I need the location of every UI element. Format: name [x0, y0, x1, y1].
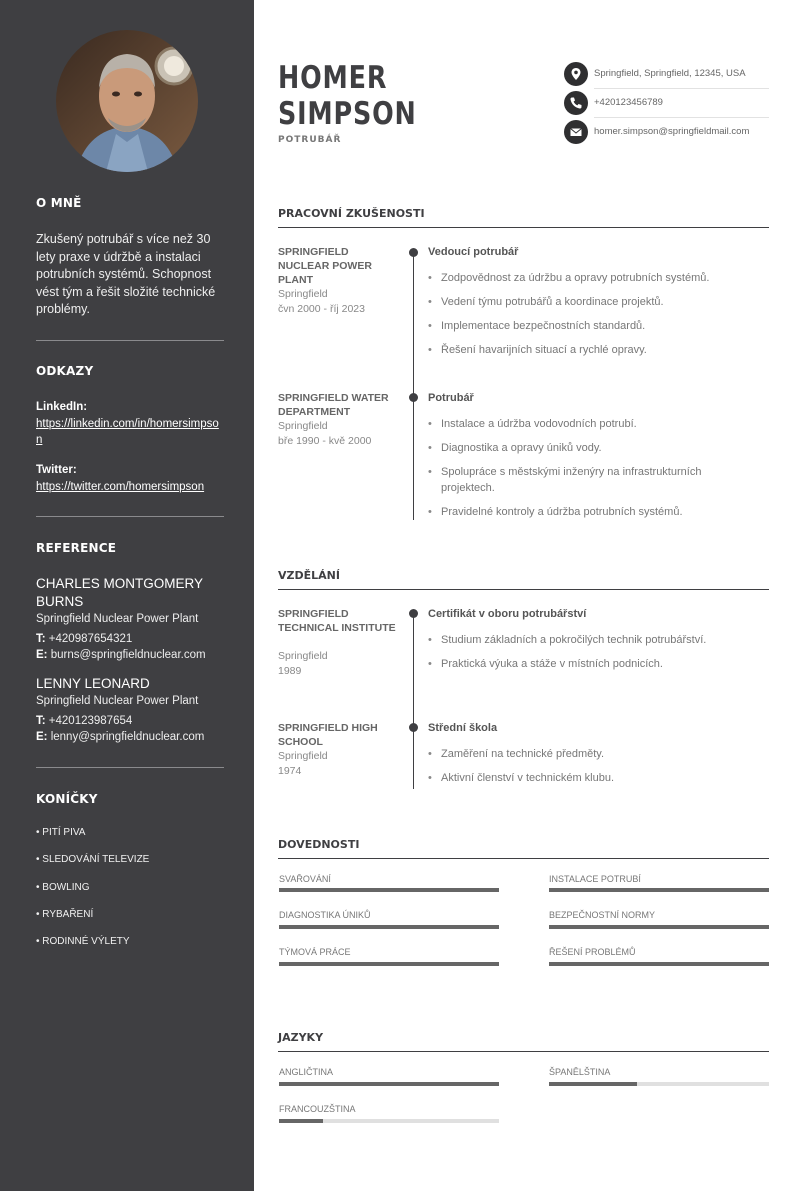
school-location: Springfield: [278, 650, 328, 662]
school-name: SPRINGFIELD TECHNICAL INSTITUTE: [278, 608, 396, 634]
timeline-dot: [409, 248, 418, 257]
school-name: SPRINGFIELD HIGH SCHOOL: [278, 722, 378, 748]
experience-heading: PRACOVNÍ ZKUŠENOSTI: [278, 207, 425, 220]
envelope-icon: [564, 120, 588, 144]
linkedin-link[interactable]: https://linkedin.com/in/homersimpson: [36, 418, 219, 446]
job-title: Vedoucí potrubář: [428, 246, 519, 258]
education-bullet: • Zaměření na technické předměty.: [428, 746, 748, 762]
reference-name: CHARLES MONTGOMERY BURNS: [36, 576, 203, 609]
skill-bar: [279, 888, 499, 892]
links-heading: ODKAZY: [36, 364, 94, 378]
email-value: lenny@springfieldnuclear.com: [50, 731, 205, 743]
last-name: SIMPSON: [278, 96, 417, 132]
degree-title: Střední škola: [428, 722, 498, 734]
employment-dates: bře 1990 - kvě 2000: [278, 435, 372, 447]
job-bullet: • Pravidelné kontroly a údržba potrubních systémů.: [428, 504, 748, 520]
language-label: ANGLIČTINA: [279, 1067, 334, 1077]
section-rule: [278, 1051, 769, 1052]
languages-heading: JAZYKY: [278, 1031, 324, 1044]
about-heading: O MNĚ: [36, 196, 82, 210]
email-text[interactable]: homer.simpson@springfieldmail.com: [594, 126, 750, 137]
employer-name: SPRINGFIELD NUCLEAR POWER PLANT: [278, 246, 372, 286]
education-bullet: • Aktivní členství v technickém klubu.: [428, 770, 748, 786]
job-bullet: • Instalace a údržba vodovodních potrubí.: [428, 416, 748, 432]
language-label: FRANCOUZŠTINA: [279, 1104, 356, 1114]
sidebar: [0, 0, 254, 1191]
skill-bar: [549, 962, 769, 966]
twitter-link[interactable]: https://twitter.com/homersimpson: [36, 481, 205, 493]
reference-name: LENNY LEONARD: [36, 676, 150, 691]
twitter-label: Twitter:: [36, 464, 77, 476]
job-bullet: • Řešení havarijních situací a rychlé opravy.: [428, 342, 748, 358]
timeline-dot: [409, 393, 418, 402]
location-pin-icon: [564, 62, 588, 86]
job-bullet: • Zodpovědnost za údržbu a opravy potrubních systémů.: [428, 270, 748, 286]
skill-bar-fill: [549, 962, 769, 966]
timeline-dot: [409, 609, 418, 618]
education-bullet: • Studium základních a pokročilých technik potrubářství.: [428, 632, 748, 648]
skill-bar: [549, 888, 769, 892]
phone-icon: [564, 91, 588, 115]
degree-title: Certifikát v oboru potrubářství: [428, 608, 587, 620]
job-role: POTRUBÁŘ: [278, 135, 342, 145]
reference-company: Springfield Nuclear Power Plant: [36, 695, 199, 707]
address-text: Springfield, Springfield, 12345, USA: [594, 68, 746, 79]
full-name: [278, 60, 442, 132]
language-bar: [279, 1119, 499, 1123]
language-label: ŠPANĚLŠTINA: [549, 1067, 611, 1077]
skill-label: INSTALACE POTRUBÍ: [549, 874, 641, 884]
job-bullet: • Vedení týmu potrubářů a koordinace projektů.: [428, 294, 748, 310]
job-title: Potrubář: [428, 392, 474, 404]
education-bullet: • Praktická výuka a stáže v místních podnicích.: [428, 656, 748, 672]
job-bullet: • Diagnostika a opravy úniků vody.: [428, 440, 748, 456]
reference-company: Springfield Nuclear Power Plant: [36, 613, 199, 625]
section-rule: [278, 589, 769, 590]
divider: [36, 767, 224, 768]
first-name: HOMER: [278, 60, 388, 96]
employer-location: Springfield: [278, 288, 328, 300]
skill-bar-fill: [549, 925, 769, 929]
contact-phone: [564, 91, 769, 115]
contact-email: [564, 120, 769, 144]
skill-bar-fill: [279, 888, 499, 892]
skill-label: SVAŘOVÁNÍ: [279, 874, 331, 884]
references-heading: REFERENCE: [36, 541, 117, 555]
divider: [594, 88, 769, 89]
phone-value: +420123987654: [48, 715, 133, 727]
email-value: burns@springfieldnuclear.com: [50, 649, 206, 661]
main-content: [254, 0, 794, 1191]
study-dates: 1974: [278, 765, 302, 777]
hobbies-heading: KONÍČKY: [36, 792, 98, 806]
school-location: Springfield: [278, 750, 328, 762]
employer-name: SPRINGFIELD WATER DEPARTMENT: [278, 392, 389, 418]
profile-photo: [56, 30, 198, 172]
skill-bar-fill: [279, 925, 499, 929]
language-bar: [279, 1082, 499, 1086]
email-label: E:: [36, 649, 48, 661]
hobby-item: • BOWLING: [36, 882, 90, 893]
hobby-item: • RYBAŘENÍ: [36, 909, 94, 920]
email-label: E:: [36, 731, 48, 743]
contact-address: [564, 62, 769, 86]
phone-text: +420123456789: [594, 97, 663, 108]
timeline-dot: [409, 723, 418, 732]
skill-bar: [279, 962, 499, 966]
reference-phone: [36, 633, 132, 645]
about-text: Zkušený potrubář s více než 30 lety praxe v údržbě a instalaci potrubních systémů. Schopnost vést tým a řešit složité technické problémy.: [36, 232, 216, 316]
section-rule: [278, 227, 769, 228]
skill-label: ŘEŠENÍ PROBLÉMŮ: [549, 947, 636, 957]
education-heading: VZDĚLÁNÍ: [278, 569, 340, 582]
divider: [594, 117, 769, 118]
language-bar-fill: [279, 1119, 323, 1123]
phone-value: +420987654321: [48, 633, 133, 645]
language-bar: [549, 1082, 769, 1086]
phone-label: T:: [36, 715, 46, 727]
phone-label: T:: [36, 633, 46, 645]
skill-bar: [549, 925, 769, 929]
hobby-item: • PITÍ PIVA: [36, 827, 86, 838]
language-bar-fill: [549, 1082, 637, 1086]
skill-bar-fill: [549, 888, 769, 892]
job-bullet: • Spolupráce s městskými inženýry na infrastrukturních projektech.: [428, 464, 748, 496]
hobby-item: • RODINNÉ VÝLETY: [36, 936, 130, 947]
timeline-line: [413, 252, 414, 520]
language-bar-fill: [279, 1082, 499, 1086]
skill-bar-fill: [279, 962, 499, 966]
section-rule: [278, 858, 769, 859]
skill-label: TÝMOVÁ PRÁCE: [279, 947, 351, 957]
linkedin-label: LinkedIn:: [36, 401, 88, 413]
job-bullet: • Implementace bezpečnostních standardů.: [428, 318, 748, 334]
skill-label: DIAGNOSTIKA ÚNIKŮ: [279, 910, 371, 920]
employment-dates: čvn 2000 - říj 2023: [278, 303, 365, 315]
reference-email: [36, 649, 206, 661]
employer-location: Springfield: [278, 420, 328, 432]
skills-heading: DOVEDNOSTI: [278, 838, 360, 851]
hobby-item: • SLEDOVÁNÍ TELEVIZE: [36, 854, 150, 865]
study-dates: 1989: [278, 665, 302, 677]
skill-label: BEZPEČNOSTNÍ NORMY: [549, 910, 656, 920]
reference-phone: [36, 715, 132, 727]
timeline-line: [413, 614, 414, 789]
divider: [36, 516, 224, 517]
reference-email: [36, 731, 204, 743]
divider: [36, 340, 224, 341]
skill-bar: [279, 925, 499, 929]
